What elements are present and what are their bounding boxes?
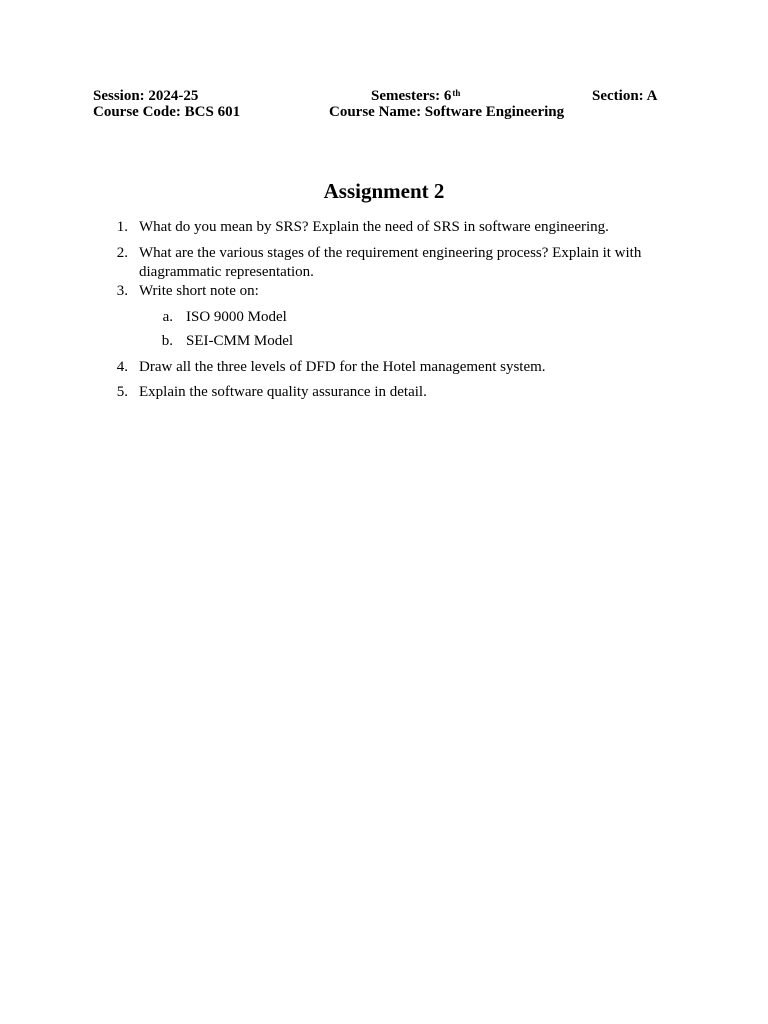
question-text: Write short note on:: [139, 283, 259, 299]
question-number: 5.: [116, 384, 128, 400]
section-label: Section: A: [592, 88, 658, 104]
question-text: What do you mean by SRS? Explain the need of SRS in software engineering.: [139, 219, 609, 235]
question-number: 1.: [116, 219, 128, 235]
semesters-text: Semesters: 6: [371, 88, 452, 104]
session-label: Session: 2024-25: [93, 88, 199, 104]
semesters-superscript: th: [452, 88, 461, 98]
question-text-continued: diagrammatic representation.: [139, 264, 314, 280]
semesters-label: [371, 88, 460, 104]
question-number: 2.: [116, 245, 128, 261]
question-text: Draw all the three levels of DFD for the Hotel management system.: [139, 359, 546, 375]
sub-item-letter: a.: [162, 309, 173, 325]
question-text: Explain the software quality assurance in detail.: [139, 384, 427, 400]
question-number: 3.: [116, 283, 128, 299]
course-code-label: Course Code: BCS 601: [93, 104, 241, 120]
assignment-title: Assignment 2: [323, 179, 445, 203]
course-name-label: Course Name: Software Engineering: [329, 104, 565, 120]
sub-item-text: SEI-CMM Model: [186, 333, 294, 349]
sub-item-letter: b.: [161, 333, 173, 349]
question-text: What are the various stages of the requirement engineering process? Explain it with: [139, 245, 642, 261]
question-number: 4.: [116, 359, 128, 375]
sub-item-text: ISO 9000 Model: [186, 309, 287, 325]
